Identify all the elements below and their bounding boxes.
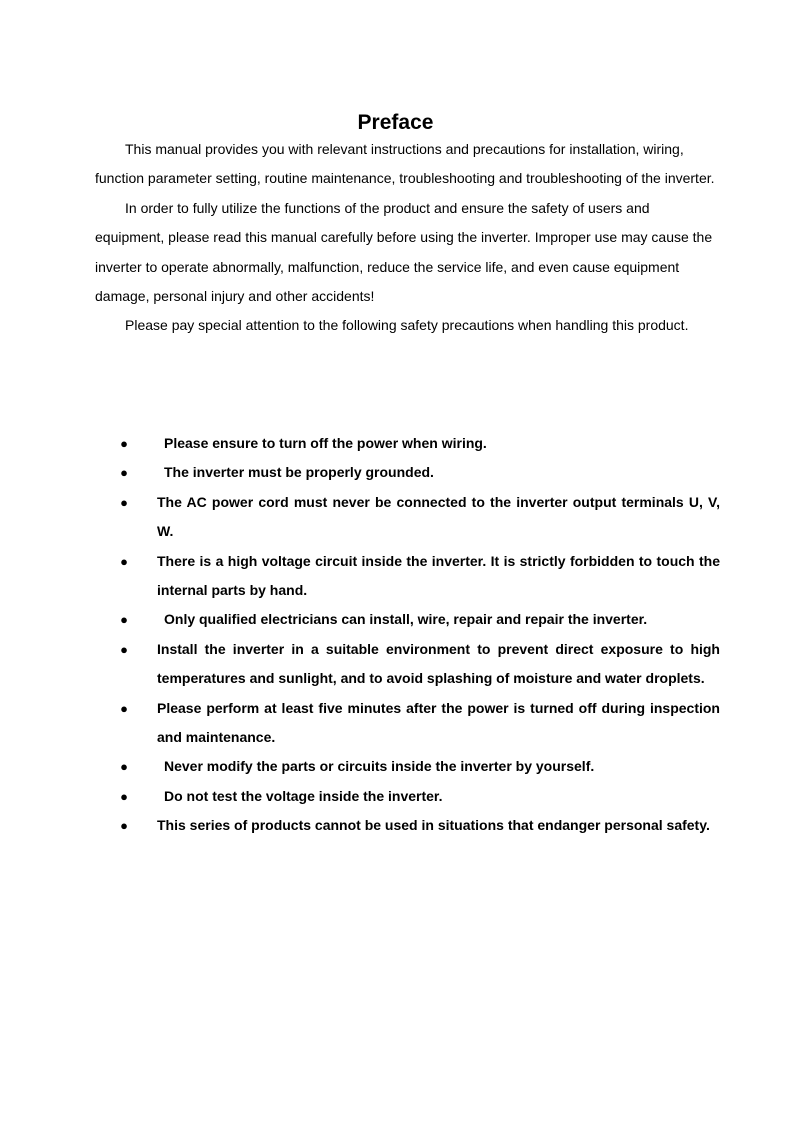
precaution-text: Do not test the voltage inside the inverter. [164, 787, 443, 804]
precaution-text: The AC power cord must never be connected to the inverter output terminals U, V, W. [157, 493, 720, 540]
precaution-text: This series of products cannot be used in situations that endanger personal safety. [157, 817, 710, 834]
bullet-icon: ● [120, 818, 128, 834]
precaution-text: Never modify the parts or circuits inside the inverter by yourself. [164, 758, 595, 775]
bullet-icon: ● [120, 436, 128, 451]
bullet-icon: ● [120, 759, 128, 775]
list-item [110, 429, 720, 458]
list-item [110, 811, 720, 840]
intro-section [95, 135, 720, 341]
precaution-text: There is a high voltage circuit inside the inverter. It is strictly forbidden to touch the internal parts by hand. [157, 552, 720, 599]
precaution-text: Please perform at least five minutes after the power is turned off during inspection and maintenance. [157, 699, 720, 746]
intro-paragraph-1: This manual provides you with relevant instructions and precautions for installation, wiring, function parameter setting, routine maintenance, troubleshooting and troubleshooting of the inverter. [95, 141, 715, 187]
intro-paragraph-3: Please pay special attention to the following safety precautions when handling this product. [125, 317, 689, 334]
list-item [110, 488, 720, 547]
list-item [110, 458, 720, 487]
bullet-icon: ● [120, 788, 128, 804]
list-item [110, 694, 720, 753]
list-item [110, 547, 720, 606]
intro-paragraph-2: In order to fully utilize the functions of the product and ensure the safety of users and equipment, please read this manual carefully before using the inverter. Improper use may cause the inverter to operate abnormally, malfunction, reduce the service life, and even cause equipment damage, personal injury and other accidents! [95, 199, 713, 305]
bullet-icon: ● [120, 700, 128, 716]
list-item [110, 752, 720, 781]
bullet-icon: ● [120, 641, 128, 657]
list-item [110, 635, 720, 694]
safety-precautions-list [110, 429, 720, 841]
list-item [110, 605, 720, 634]
precaution-text: The inverter must be properly grounded. [164, 464, 434, 481]
bullet-icon: ● [120, 465, 128, 481]
bullet-icon: ● [120, 494, 128, 510]
bullet-icon: ● [120, 553, 128, 569]
list-item [110, 782, 720, 811]
precaution-text: Only qualified electricians can install, wire, repair and repair the inverter. [164, 611, 648, 628]
precaution-text: Install the inverter in a suitable environment to prevent direct exposure to high temperatures and sunlight, and to avoid splashing of moisture and water droplets. [157, 640, 720, 687]
page-title: Preface [357, 111, 434, 135]
bullet-icon: ● [120, 612, 128, 628]
precaution-text: Please ensure to turn off the power when wiring. [164, 435, 487, 451]
